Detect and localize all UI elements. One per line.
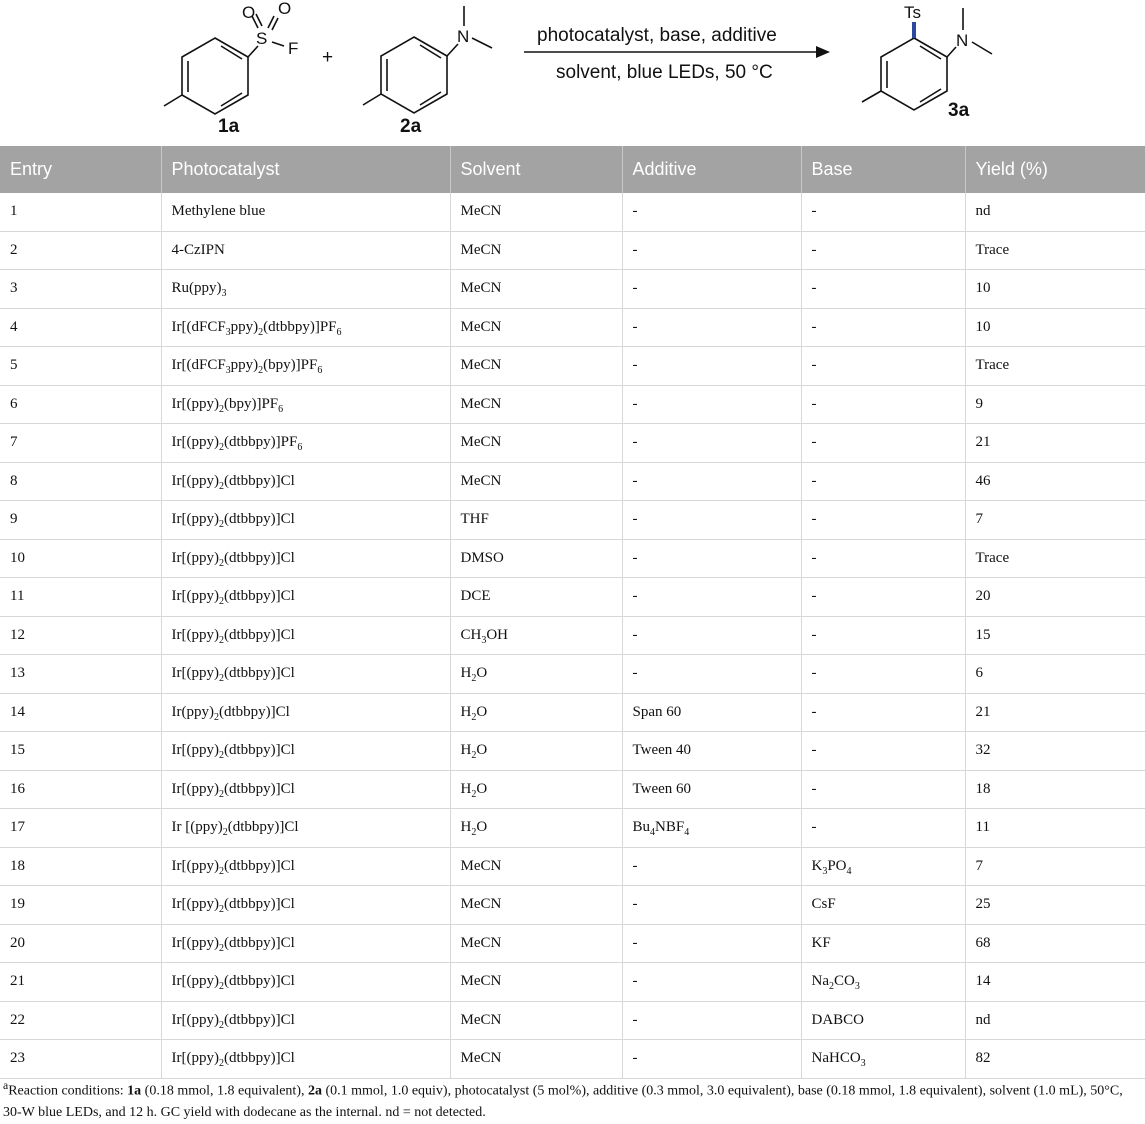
cell-base: - [801, 616, 965, 655]
cell-yield: 32 [965, 732, 1145, 771]
cell-yield: 11 [965, 809, 1145, 848]
cell-base: NaHCO$_3$ [801, 1040, 965, 1079]
cell-photocatalyst: $Ir[(ppy)_2(dtbbpy)]Cl$ [161, 732, 450, 771]
header-photocatalyst: Photocatalyst [161, 146, 450, 193]
table-row [0, 193, 1145, 231]
table-row [0, 770, 1145, 809]
product-3a-structure [862, 3, 992, 110]
optimization-table [0, 146, 1145, 1079]
table-row [0, 847, 1145, 886]
cell-yield: 21 [965, 693, 1145, 732]
cell-base: - [801, 655, 965, 694]
cell-entry: 19 [0, 886, 161, 925]
cell-entry: 15 [0, 732, 161, 771]
cell-yield: 10 [965, 308, 1145, 347]
conditions-bottom: solvent, blue LEDs, 50 °C [556, 62, 773, 83]
cell-entry: 6 [0, 385, 161, 424]
cell-photocatalyst: $Ir[(dFCF_3ppy)_2(dtbbpy)]PF_6$ [161, 308, 450, 347]
table-row [0, 385, 1145, 424]
cell-additive: - [622, 616, 801, 655]
cell-additive: - [622, 924, 801, 963]
arrow-head-icon [816, 46, 830, 58]
table-row [0, 1001, 1145, 1040]
table-footnote: $^a$Reaction conditions: 1a (0.18 mmol, 1.8 equivalent), 2a (0.1 mmol, 1.0 equiv), photocatalyst (5 mol%), additive (0.3 mmol, 3.0 equivalent), base (0.18 mmol, 1.8 equivalent), solvent (1.0 mL), 50°C, 30-W blue LEDs, and 12 h. GC yield with dodecane as the internal. nd = not detected. [3, 1079, 1123, 1120]
cell-yield: 21 [965, 424, 1145, 463]
cell-yield: Trace [965, 539, 1145, 578]
cell-base: - [801, 231, 965, 270]
cell-photocatalyst: $Ir[(ppy)_2(dtbbpy)]Cl$ [161, 1040, 450, 1079]
cell-entry: 2 [0, 231, 161, 270]
cell-photocatalyst: $Ir[(ppy)_2(dtbbpy)]Cl$ [161, 462, 450, 501]
cell-base: - [801, 693, 965, 732]
cell-base: - [801, 501, 965, 540]
cell-yield: 14 [965, 963, 1145, 1002]
cell-yield: 7 [965, 501, 1145, 540]
cell-photocatalyst: Ir $[(ppy)_2(dtbbpy)]Cl$ [161, 809, 450, 848]
table-row [0, 578, 1145, 617]
cell-photocatalyst: $Ir[(ppy)_2(dtbbpy)]Cl$ [161, 924, 450, 963]
cell-solvent: $H_2O$ [450, 770, 622, 809]
cell-yield: nd [965, 1001, 1145, 1040]
table-row [0, 231, 1145, 270]
cell-entry: 22 [0, 1001, 161, 1040]
cell-additive: - [622, 270, 801, 309]
cell-entry: 23 [0, 1040, 161, 1079]
cell-entry: 4 [0, 308, 161, 347]
cell-base: - [801, 193, 965, 231]
cell-solvent: THF [450, 501, 622, 540]
cell-base: - [801, 770, 965, 809]
table-row [0, 270, 1145, 309]
table-row [0, 963, 1145, 1002]
cell-yield: 15 [965, 616, 1145, 655]
header-base: Base [801, 146, 965, 193]
cell-entry: 9 [0, 501, 161, 540]
cell-base: $Na_2CO_3$ [801, 963, 965, 1002]
cell-additive: - [622, 578, 801, 617]
cell-photocatalyst: $Ir[(ppy)_2(dtbbpy)]Cl$ [161, 1001, 450, 1040]
cell-base: - [801, 539, 965, 578]
nitrogen-atom-3a: N [956, 31, 969, 50]
cell-entry: 17 [0, 809, 161, 848]
cell-solvent: MeCN [450, 424, 622, 463]
cell-additive: - [622, 193, 801, 231]
cell-entry: 21 [0, 963, 161, 1002]
cell-entry: 10 [0, 539, 161, 578]
cell-additive: - [622, 424, 801, 463]
cell-base: DABCO [801, 1001, 965, 1040]
cell-photocatalyst: Methylene blue [161, 193, 450, 231]
cell-yield: 20 [965, 578, 1145, 617]
cell-solvent: DMSO [450, 539, 622, 578]
cell-yield: 10 [965, 270, 1145, 309]
table-row [0, 347, 1145, 386]
header-additive: Additive [622, 146, 801, 193]
cell-base: - [801, 424, 965, 463]
nitrogen-atom-2a: N [457, 27, 470, 46]
cell-base: KF [801, 924, 965, 963]
cell-photocatalyst: $Ir[(ppy)_2(dtbbpy)]Cl$ [161, 886, 450, 925]
plus-sign: + [322, 47, 334, 68]
cell-photocatalyst: $Ir[(ppy)_2(dtbbpy)]Cl$ [161, 578, 450, 617]
reactant-2a-structure [363, 6, 492, 113]
cell-solvent: MeCN [450, 924, 622, 963]
cell-solvent: $H_2O$ [450, 655, 622, 694]
cell-base: - [801, 347, 965, 386]
table-row [0, 655, 1145, 694]
table-row [0, 1040, 1145, 1079]
cell-entry: 7 [0, 424, 161, 463]
cell-yield: Trace [965, 231, 1145, 270]
cell-solvent: $H_2O$ [450, 732, 622, 771]
fluorine-atom-1a: F [288, 39, 299, 58]
cell-photocatalyst: $Ir[(ppy)_2(dtbbpy)]Cl$ [161, 539, 450, 578]
cell-solvent: MeCN [450, 963, 622, 1002]
cell-photocatalyst: $Ir[(ppy)_2(dtbbpy)]Cl$ [161, 847, 450, 886]
cell-solvent: MeCN [450, 308, 622, 347]
cell-photocatalyst: $Ir(ppy)_2(dtbbpy)]Cl$ [161, 693, 450, 732]
cell-entry: 12 [0, 616, 161, 655]
cell-additive: - [622, 231, 801, 270]
table-row [0, 616, 1145, 655]
cell-entry: 3 [0, 270, 161, 309]
cell-solvent: MeCN [450, 1040, 622, 1079]
cell-additive: - [622, 308, 801, 347]
cell-additive: - [622, 963, 801, 1002]
cell-additive: - [622, 385, 801, 424]
cell-solvent: MeCN [450, 847, 622, 886]
tosyl-group: Ts [904, 3, 921, 22]
table-row [0, 886, 1145, 925]
cell-photocatalyst: $Ir[(dFCF_3ppy)_2(bpy)]PF_6$ [161, 347, 450, 386]
oxygen-atom-1a-right: O [278, 0, 292, 18]
cell-solvent: MeCN [450, 347, 622, 386]
cell-solvent: MeCN [450, 231, 622, 270]
cell-photocatalyst: $Ir[(ppy)_2(dtbbpy)]PF_6$ [161, 424, 450, 463]
cell-additive: Span 60 [622, 693, 801, 732]
cell-additive: Tween 40 [622, 732, 801, 771]
table-row [0, 462, 1145, 501]
product-3a-label: 3a [948, 100, 970, 121]
cell-yield: 46 [965, 462, 1145, 501]
cell-yield: 6 [965, 655, 1145, 694]
cell-solvent: MeCN [450, 385, 622, 424]
cell-base: $K_3PO_4$ [801, 847, 965, 886]
table-body [0, 193, 1145, 1078]
table-row [0, 501, 1145, 540]
cell-entry: 8 [0, 462, 161, 501]
cell-additive: - [622, 347, 801, 386]
reactant-2a-label: 2a [400, 116, 422, 137]
cell-entry: 16 [0, 770, 161, 809]
cell-additive: - [622, 1001, 801, 1040]
cell-additive: - [622, 847, 801, 886]
cell-photocatalyst: $Ir[(ppy)_2(dtbbpy)]Cl$ [161, 655, 450, 694]
cell-entry: 18 [0, 847, 161, 886]
table-row [0, 424, 1145, 463]
header-yield: Yield (%) [965, 146, 1145, 193]
cell-additive: $Bu_4NBF_4$ [622, 809, 801, 848]
cell-additive: - [622, 539, 801, 578]
table-header-row [0, 146, 1145, 193]
cell-entry: 5 [0, 347, 161, 386]
cell-entry: 14 [0, 693, 161, 732]
cell-yield: Trace [965, 347, 1145, 386]
cell-solvent: MeCN [450, 193, 622, 231]
cell-yield: nd [965, 193, 1145, 231]
cell-solvent: MeCN [450, 1001, 622, 1040]
cell-additive: - [622, 462, 801, 501]
sulfur-atom-1a: S [256, 29, 268, 48]
oxygen-atom-1a-left: O [242, 3, 256, 22]
header-solvent: Solvent [450, 146, 622, 193]
cell-solvent: $H_2O$ [450, 693, 622, 732]
cell-entry: 13 [0, 655, 161, 694]
table-row [0, 539, 1145, 578]
cell-yield: 7 [965, 847, 1145, 886]
cell-solvent: MeCN [450, 462, 622, 501]
table-row [0, 308, 1145, 347]
cell-base: - [801, 732, 965, 771]
conditions-top: photocatalyst, base, additive [537, 25, 777, 46]
cell-yield: 9 [965, 385, 1145, 424]
cell-solvent: $H_2O$ [450, 809, 622, 848]
cell-base: - [801, 578, 965, 617]
cell-additive: - [622, 501, 801, 540]
cell-base: - [801, 462, 965, 501]
reactant-1a-structure [164, 0, 298, 114]
cell-base: - [801, 308, 965, 347]
cell-entry: 1 [0, 193, 161, 231]
table-row [0, 809, 1145, 848]
cell-solvent: DCE [450, 578, 622, 617]
cell-entry: 20 [0, 924, 161, 963]
reaction-scheme [0, 0, 1145, 146]
cell-base: - [801, 385, 965, 424]
cell-photocatalyst: $Ir[(ppy)_2(bpy)]PF_6$ [161, 385, 450, 424]
cell-solvent: $CH_3OH$ [450, 616, 622, 655]
cell-photocatalyst: $Ir[(ppy)_2(dtbbpy)]Cl$ [161, 963, 450, 1002]
cell-base: - [801, 270, 965, 309]
cell-base: CsF [801, 886, 965, 925]
cell-additive: - [622, 655, 801, 694]
cell-yield: 18 [965, 770, 1145, 809]
table-row [0, 693, 1145, 732]
header-entry: Entry [0, 146, 161, 193]
cell-yield: 25 [965, 886, 1145, 925]
cell-photocatalyst: 4-CzIPN [161, 231, 450, 270]
cell-entry: 11 [0, 578, 161, 617]
cell-additive: - [622, 886, 801, 925]
cell-solvent: MeCN [450, 886, 622, 925]
cell-photocatalyst: $Ir[(ppy)_2(dtbbpy)]Cl$ [161, 501, 450, 540]
cell-solvent: MeCN [450, 270, 622, 309]
table-row [0, 924, 1145, 963]
table-row [0, 732, 1145, 771]
cell-additive: Tween 60 [622, 770, 801, 809]
cell-photocatalyst: $Ir[(ppy)_2(dtbbpy)]Cl$ [161, 770, 450, 809]
cell-photocatalyst: $Ir[(ppy)_2(dtbbpy)]Cl$ [161, 616, 450, 655]
cell-yield: 82 [965, 1040, 1145, 1079]
cell-yield: 68 [965, 924, 1145, 963]
reactant-1a-label: 1a [218, 116, 240, 137]
cell-additive: - [622, 1040, 801, 1079]
cell-photocatalyst: $Ru(ppy)_3$ [161, 270, 450, 309]
cell-base: - [801, 809, 965, 848]
